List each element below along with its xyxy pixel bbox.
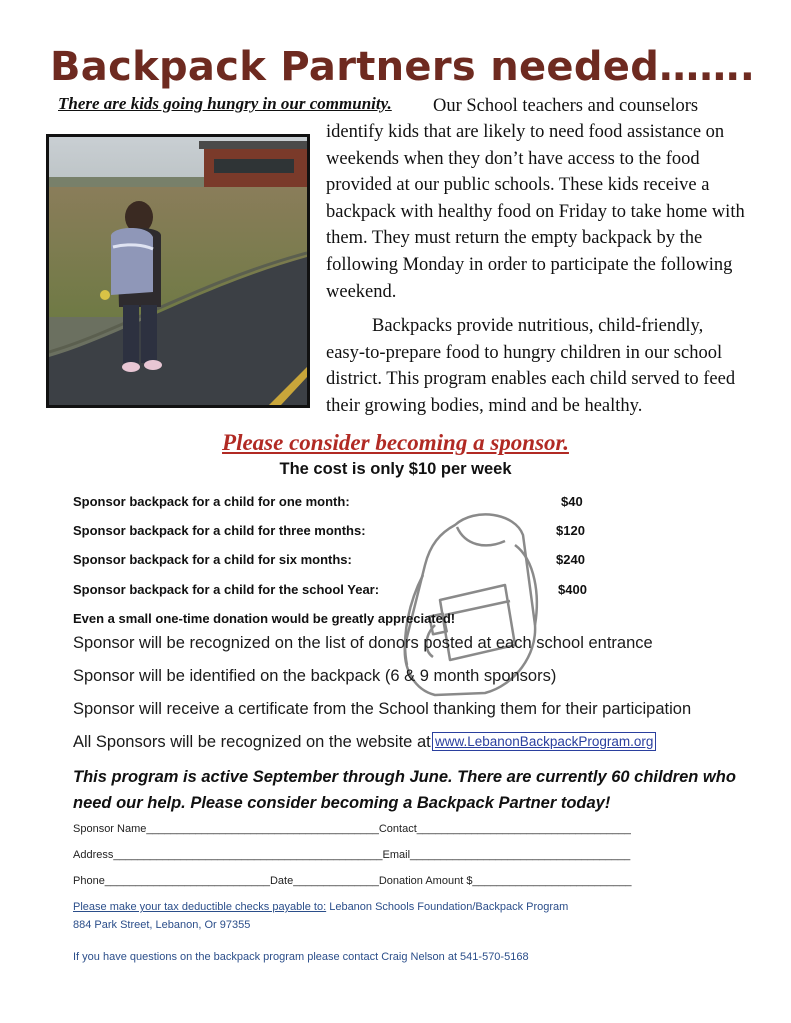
tier-one-month-label: Sponsor backpack for a child for one month: — [73, 494, 350, 509]
payment-address: 884 Park Street, Lebanon, Or 97355 — [73, 919, 251, 931]
form-line-address-email[interactable]: Address____________________________________________Email____________________________________ — [73, 849, 631, 861]
tier-six-months-label: Sponsor backpack for a child for six months: — [73, 552, 352, 567]
form-line-name-contact[interactable]: Sponsor Name______________________________________Contact___________________________________ — [73, 823, 631, 835]
closing-appeal: This program is active September through June. There are currently 60 children who need our help. Please consider becoming a Backpack Partner today! — [73, 768, 736, 812]
tier-three-months-label: Sponsor backpack for a child for three months: — [73, 523, 366, 538]
intro-first-line: Our School teachers and counselors — [433, 96, 699, 116]
tier-school-year-price: $400 — [558, 582, 587, 597]
payment-payee: Lebanon Schools Foundation/Backpack Program — [326, 901, 569, 913]
sponsor-heading: Please consider becoming a sponsor. — [222, 430, 569, 455]
donation-note: Even a small one-time donation would be greatly appreciated! — [73, 611, 456, 626]
tagline: There are kids going hungry in our community. — [58, 94, 392, 113]
perk-backpack-id: Sponsor will be identified on the backpack (6 & 9 month sponsors) — [73, 667, 557, 685]
perk-donor-list: Sponsor will be recognized on the list of donors posted at each school entrance — [73, 634, 653, 652]
website-link[interactable]: www.LebanonBackpackProgram.org — [432, 732, 656, 751]
form-line-phone-date-amount[interactable]: Phone___________________________Date______________Donation Amount $__________________________ — [73, 875, 632, 887]
tier-six-months-price: $240 — [556, 552, 585, 567]
benefits-paragraph: Backpacks provide nutritious, child-friendly, easy-to-prepare food to hungry children in our school district. This program enables each child served to feed their growing bodies, mind and be healthy. — [326, 316, 736, 416]
tier-three-months-price: $120 — [556, 523, 585, 538]
payment-label: Please make your tax deductible checks payable to: — [73, 901, 327, 913]
tier-school-year-label: Sponsor backpack for a child for the school Year: — [73, 582, 380, 597]
perk-certificate: Sponsor will receive a certificate from the School thanking them for their participation — [73, 700, 692, 718]
intro-paragraph: identify kids that are likely to need food assistance on weekends when they don’t have access to the food provided at our public schools. These kids receive a backpack with healthy food on Friday to take home with them. They must return the empty backpack by the following Monday in order to participate the following weekend. — [326, 122, 745, 302]
tier-one-month-price: $40 — [561, 494, 583, 509]
contact-info: If you have questions on the backpack program please contact Craig Nelson at 541-570-5168 — [73, 951, 529, 963]
cost-line: The cost is only $10 per week — [279, 460, 512, 478]
page-title: Backpack Partners needed……. — [50, 44, 756, 90]
perk-website: All Sponsors will be recognized on the website at — [73, 733, 431, 751]
child-photo — [46, 134, 310, 408]
payment-instructions — [73, 901, 568, 913]
